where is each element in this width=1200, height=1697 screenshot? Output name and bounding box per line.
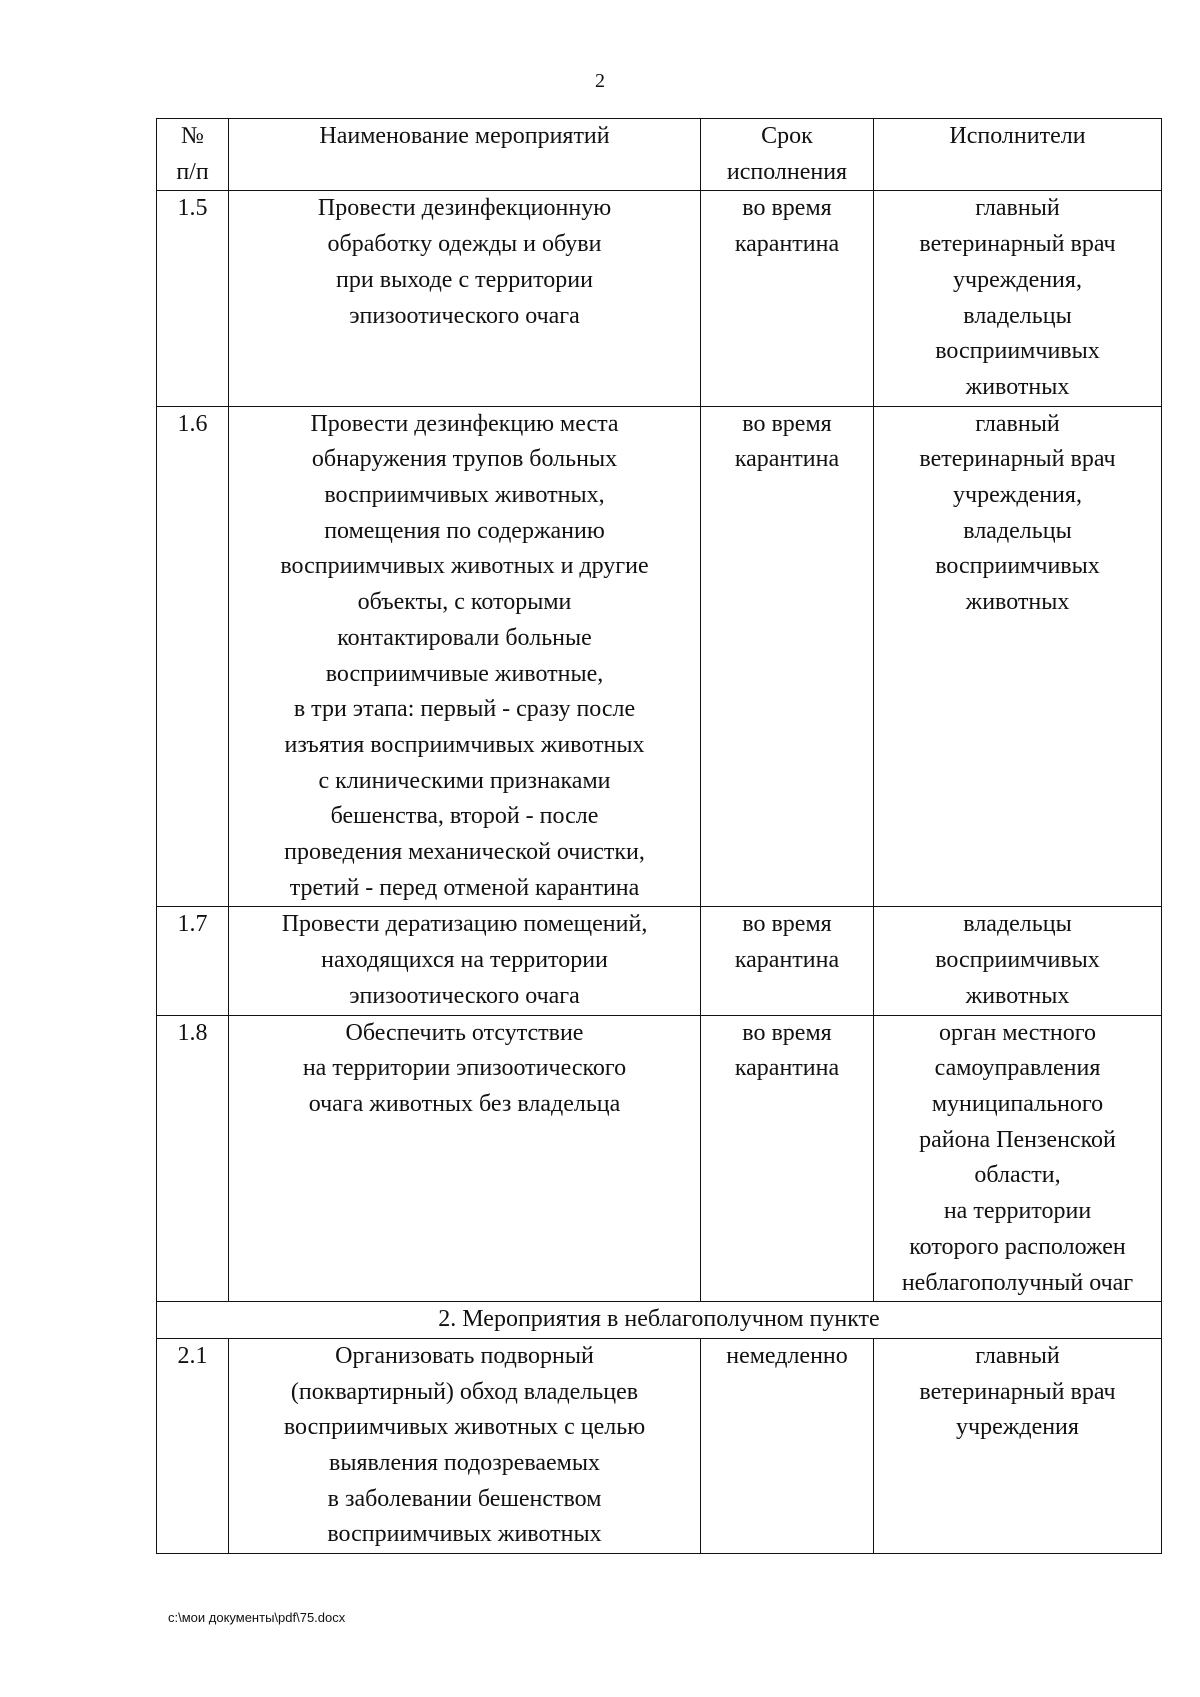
action-cell-line: на территории эпизоотического [302, 1055, 627, 1082]
action-cell [229, 907, 701, 1015]
table-body [157, 191, 1162, 1302]
term-cell-line: во время [742, 911, 832, 938]
executors-cell-line: владельцы [963, 517, 1072, 544]
action-cell-line: контактировали больные [337, 624, 592, 651]
action-cell-line: находящихся на территории [321, 947, 608, 974]
term-cell-line: во время [742, 195, 832, 222]
action-cell-line: объекты, с которыми [357, 589, 572, 616]
table-row [157, 907, 1162, 1015]
file-path-footer: c:\мои документы\pdf\75.docx [168, 1610, 346, 1625]
section-title: 2. Мероприятия в неблагополучном пункте [157, 1302, 1162, 1339]
action-cell-line: бешенства, второй - после [330, 803, 599, 830]
section-body [157, 1302, 1162, 1339]
term-cell [701, 907, 874, 1015]
executors-cell-line: ветеринарный врач [919, 231, 1116, 258]
header-line: Исполнители [949, 123, 1086, 149]
action-cell [229, 191, 701, 406]
header-row [157, 119, 1162, 191]
action-cell [229, 406, 701, 907]
header-line: п/п [176, 158, 209, 185]
action-cell-line: третий - перед отменой карантина [289, 874, 640, 901]
row-number: 1.6 [157, 406, 229, 907]
table-body-after-section [157, 1338, 1162, 1553]
action-cell-line: обнаружения трупов больных [311, 446, 618, 473]
header-line: № [181, 123, 204, 149]
header-action [229, 119, 701, 191]
executors-cell-line: на территории [943, 1198, 1092, 1225]
action-cell-line: Провести дезинфекцию места [310, 410, 619, 437]
executors-cell-line: владельцы [963, 911, 1072, 938]
executors-cell-line: учреждения, [953, 482, 1082, 509]
table-header [157, 119, 1162, 191]
executors-cell-line: животных [965, 589, 1070, 616]
action-cell-line: в три этапа: первый - сразу после [293, 696, 636, 723]
row-number: 1.5 [157, 191, 229, 406]
action-cell [229, 1338, 701, 1553]
executors-cell-line: учреждения, [953, 266, 1082, 293]
header-line: Срок [761, 123, 813, 149]
action-cell-line: очага животных без владельца [308, 1090, 621, 1117]
term-cell-line: во время [742, 1019, 832, 1046]
table-row [157, 1338, 1162, 1553]
table-row [157, 406, 1162, 907]
term-cell [701, 1015, 874, 1302]
term-cell-line: немедленно [726, 1342, 848, 1369]
header-number [157, 119, 229, 191]
executors-cell-line: главный [975, 410, 1060, 437]
action-cell-line: в заболевании бешенством [327, 1485, 602, 1512]
header-executors [874, 119, 1162, 191]
section-row [157, 1302, 1162, 1339]
executors-cell-line: орган местного [938, 1019, 1096, 1046]
term-cell-line: карантина [734, 446, 840, 473]
action-cell-line: с клиническими признаками [318, 767, 611, 794]
row-number: 2.1 [157, 1338, 229, 1553]
action-cell-line: помещения по содержанию [324, 517, 605, 544]
action-cell-line: восприимчивых животных и другие [280, 553, 649, 580]
executors-cell [874, 406, 1162, 907]
executors-cell-line: владельцы [963, 302, 1072, 329]
executors-cell [874, 1015, 1162, 1302]
table-row [157, 191, 1162, 406]
action-cell-line: эпизоотического очага [349, 302, 580, 329]
term-cell-line: карантина [734, 947, 840, 974]
executors-cell-line: ветеринарный врач [919, 446, 1116, 473]
executors-cell-line: животных [965, 373, 1070, 400]
term-cell [701, 191, 874, 406]
term-cell [701, 1338, 874, 1553]
table-row [157, 1015, 1162, 1302]
executors-cell-line: животных [965, 982, 1070, 1009]
term-cell-line: во время [742, 410, 832, 437]
action-cell-line: эпизоотического очага [349, 982, 580, 1009]
page-number: 2 [595, 70, 605, 92]
action-cell [229, 1015, 701, 1302]
measures-table [156, 118, 1162, 1554]
row-number: 1.7 [157, 907, 229, 1015]
action-cell-line: восприимчивых животных с целью [283, 1414, 646, 1441]
executors-cell-line: неблагополучный очаг [901, 1269, 1134, 1296]
header-term [701, 119, 874, 191]
executors-cell-line: главный [975, 195, 1060, 222]
executors-cell-line: которого расположен [909, 1233, 1126, 1260]
executors-cell [874, 1338, 1162, 1553]
executors-cell-line: области, [974, 1162, 1061, 1189]
action-cell-line: при выходе с территории [336, 266, 593, 293]
action-cell-line: обработку одежды и обуви [327, 231, 602, 258]
executors-cell-line: главный [975, 1342, 1060, 1369]
action-cell-line: проведения механической очистки, [284, 839, 645, 866]
action-cell-line: восприимчивых животных [327, 1521, 602, 1548]
term-cell [701, 406, 874, 907]
action-cell-line: Провести дератизацию помещений, [281, 911, 648, 938]
executors-cell-line: самоуправления [934, 1055, 1101, 1082]
executors-cell-line: восприимчивых [935, 338, 1100, 365]
executors-cell-line: муниципального [931, 1090, 1104, 1117]
header-line: Наименование мероприятий [319, 123, 610, 149]
term-cell-line: карантина [734, 231, 840, 258]
executors-cell-line: района Пензенской [919, 1126, 1116, 1153]
executors-cell-line: восприимчивых [935, 947, 1100, 974]
header-line: исполнения [726, 158, 848, 185]
action-cell-line: (поквартирный) обход владельцев [290, 1378, 639, 1405]
action-cell-line: изъятия восприимчивых животных [284, 731, 645, 758]
executors-cell-line: ветеринарный врач [919, 1378, 1116, 1405]
action-cell-line: восприимчивых животных, [324, 482, 605, 509]
action-cell-line: Провести дезинфекционную [317, 195, 612, 222]
action-cell-line: Организовать подворный [335, 1342, 594, 1369]
executors-cell [874, 191, 1162, 406]
action-cell-line: восприимчивые животные, [325, 660, 604, 687]
executors-cell-line: учреждения [956, 1414, 1079, 1441]
row-number: 1.8 [157, 1015, 229, 1302]
term-cell-line: карантина [734, 1055, 840, 1082]
executors-cell [874, 907, 1162, 1015]
action-cell-line: выявления подозреваемых [329, 1450, 600, 1477]
action-cell-line: Обеспечить отсутствие [345, 1019, 584, 1046]
executors-cell-line: восприимчивых [935, 553, 1100, 580]
